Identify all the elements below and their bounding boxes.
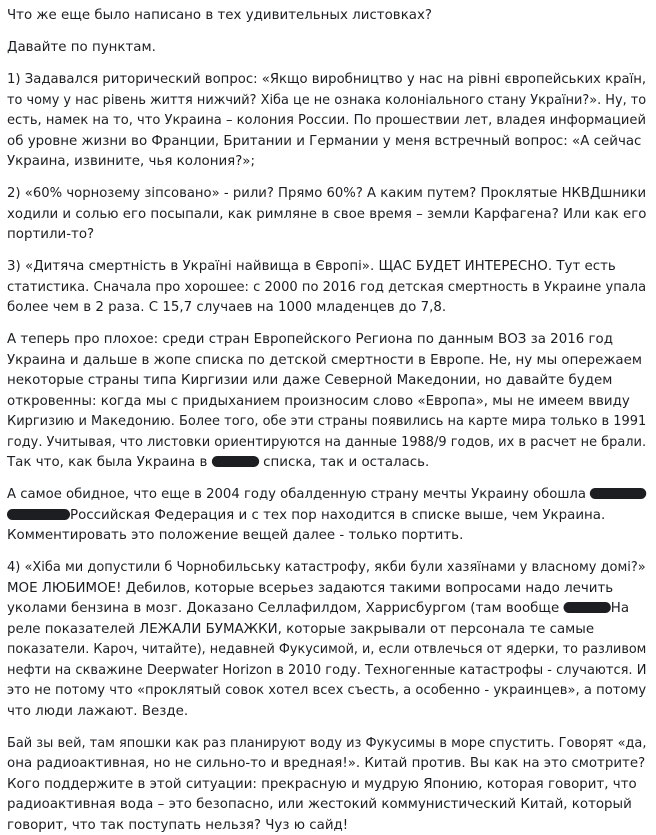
text-line: показатели. Кароч, читайте), недавней Фукусимой, и, если отвлечься от ядерки, то разливом	[7, 639, 618, 660]
text-line: то чому у нас рівень життя нижчий? Хіба це не ознака колоніального стану України?». Ну, то	[7, 90, 622, 111]
text-line: Киргизию и Македонию. Более того, обе эти страны появились на карте мира только в 1991	[7, 411, 626, 432]
redaction-mark	[7, 509, 70, 520]
text-line: реле показателей ЛЕЖАЛИ БУМАЖКИ, которые закрывали от персонала те самые	[7, 619, 646, 640]
paragraph-lets-go	[7, 37, 656, 58]
text-line: портили-то?	[7, 224, 646, 245]
paragraph-point-1	[7, 69, 656, 172]
paragraph-intro-question	[7, 5, 656, 26]
text-line: что люди лажают. Везде.	[7, 701, 646, 722]
text-line: МОЕ ЛЮБИМОЕ! Дебилов, которые всерьез задаются такими вопросами надо лечить	[7, 578, 646, 599]
text-line: Кого поддержите в этой ситуации: прекрасную и мудрую Японию, которая говорит, что	[7, 774, 646, 795]
text-line: Что же еще было написано в тех удивительных листовках?	[7, 5, 646, 26]
text-line: статистика. Сначала про хорошее: с 2000 по 2016 год детская смертность в Украине упала	[7, 277, 631, 298]
text-line: году. Учитывая, что листовки ориентируются на данные 1988/9 годов, их в расчет не брали.	[7, 432, 625, 453]
redaction-mark	[212, 456, 259, 467]
text-line	[7, 505, 646, 526]
text-segment: Так что, как была Украина в	[7, 454, 212, 470]
text-line: Комментировать это положение вещей далее - только портить.	[7, 525, 646, 546]
text-segment: Российская Федерация и с тех пор находится в списке выше, чем Украина.	[70, 507, 605, 523]
text-line: откровенны: когда мы с придыханием произносим слово «Европа», мы не имеем ввиду	[7, 391, 646, 412]
text-line: некоторые страны типа Киргизии или даже Северной Македонии, но давайте будем	[7, 370, 646, 391]
text-segment: А самое обидное, что еще в 2004 году обалденную страну мечты Украину обошла	[7, 486, 590, 502]
text-line: ходили и солью его посыпали, как римляне в свое время – земли Карфагена? Или как его	[7, 204, 644, 225]
text-segment: списка, так и осталась.	[259, 454, 429, 470]
text-line: говорит, что так поступать нельзя? Чуз ю сайд!	[7, 815, 646, 835]
text-line: 3) «Дитяча смертність в Україні найвища в Європі». ЩАС БУДЕТ ИНТЕРЕСНО. Тут есть	[7, 256, 646, 277]
text-segment: На	[611, 600, 629, 616]
paragraph-point-3	[7, 256, 656, 318]
paragraph-point-4	[7, 557, 656, 721]
text-line: Украина и дальше в жопе списка по детской смертности в Европе. Не, ну мы опережаем	[7, 350, 646, 371]
text-segment: уколами бензина в мозг. Доказано Селлафилдом, Харрисбургом (там вообще	[7, 600, 564, 616]
text-line: более чем в 2 раза. С 15,7 случаев на 1000 младенцев до 7,8.	[7, 297, 646, 318]
text-line: 4) «Хіба ми допустили б Чорнобильську катастрофу, якби були хазяїнами у власному домі?»	[7, 557, 627, 578]
text-line	[7, 484, 638, 505]
text-line: Украина, извините, чья колония?»;	[7, 151, 646, 172]
text-line: это не потому что «проклятый совок хотел всех съесть, а особенно - украинцев», а потому	[7, 680, 635, 701]
paragraph-child-mortality	[7, 329, 656, 473]
text-line: Давайте по пунктам.	[7, 37, 646, 58]
text-line: об уровне жизни во Франции, Британии и Германии у меня встречный вопрос: «А сейчас	[7, 131, 646, 152]
text-line: А теперь про плохое: среди стран Европейского Региона по данным ВОЗ за 2016 год	[7, 329, 646, 350]
redaction-mark	[590, 488, 646, 499]
text-line: радиоактивная вода – это безопасно, или жестокий коммунистический Китай, который	[7, 794, 646, 815]
text-line: она радиоактивная, но не сильно-то и вредная!». Китай против. Вы как на это смотрите?	[7, 753, 646, 774]
text-line: есть, намек на то, что Украина – колония России. По прошествии лет, владея информацией	[7, 110, 631, 131]
text-line: 2) «60% чорнозему зіпсовано» - рили? Прямо 60%? А каким путем? Проклятые НКВДшники	[7, 183, 637, 204]
paragraph-point-2	[7, 183, 656, 245]
text-line: Бай зы вей, там япошки как раз планируют воду из Фукусимы в море спустить. Говорят «да,	[7, 733, 624, 754]
text-line	[7, 452, 646, 473]
text-line: 1) Задавался риторический вопрос: «Якщо виробництво у нас на рівні європейських країн,	[7, 69, 638, 90]
paragraph-fukushima-water	[7, 733, 656, 835]
paragraph-most-offensive	[7, 484, 656, 546]
text-line	[7, 598, 646, 619]
redaction-mark	[564, 602, 611, 613]
text-line: нефти на скважине Deepwater Horizon в 2010 году. Техногенные катастрофы - случаются. И	[7, 660, 628, 681]
